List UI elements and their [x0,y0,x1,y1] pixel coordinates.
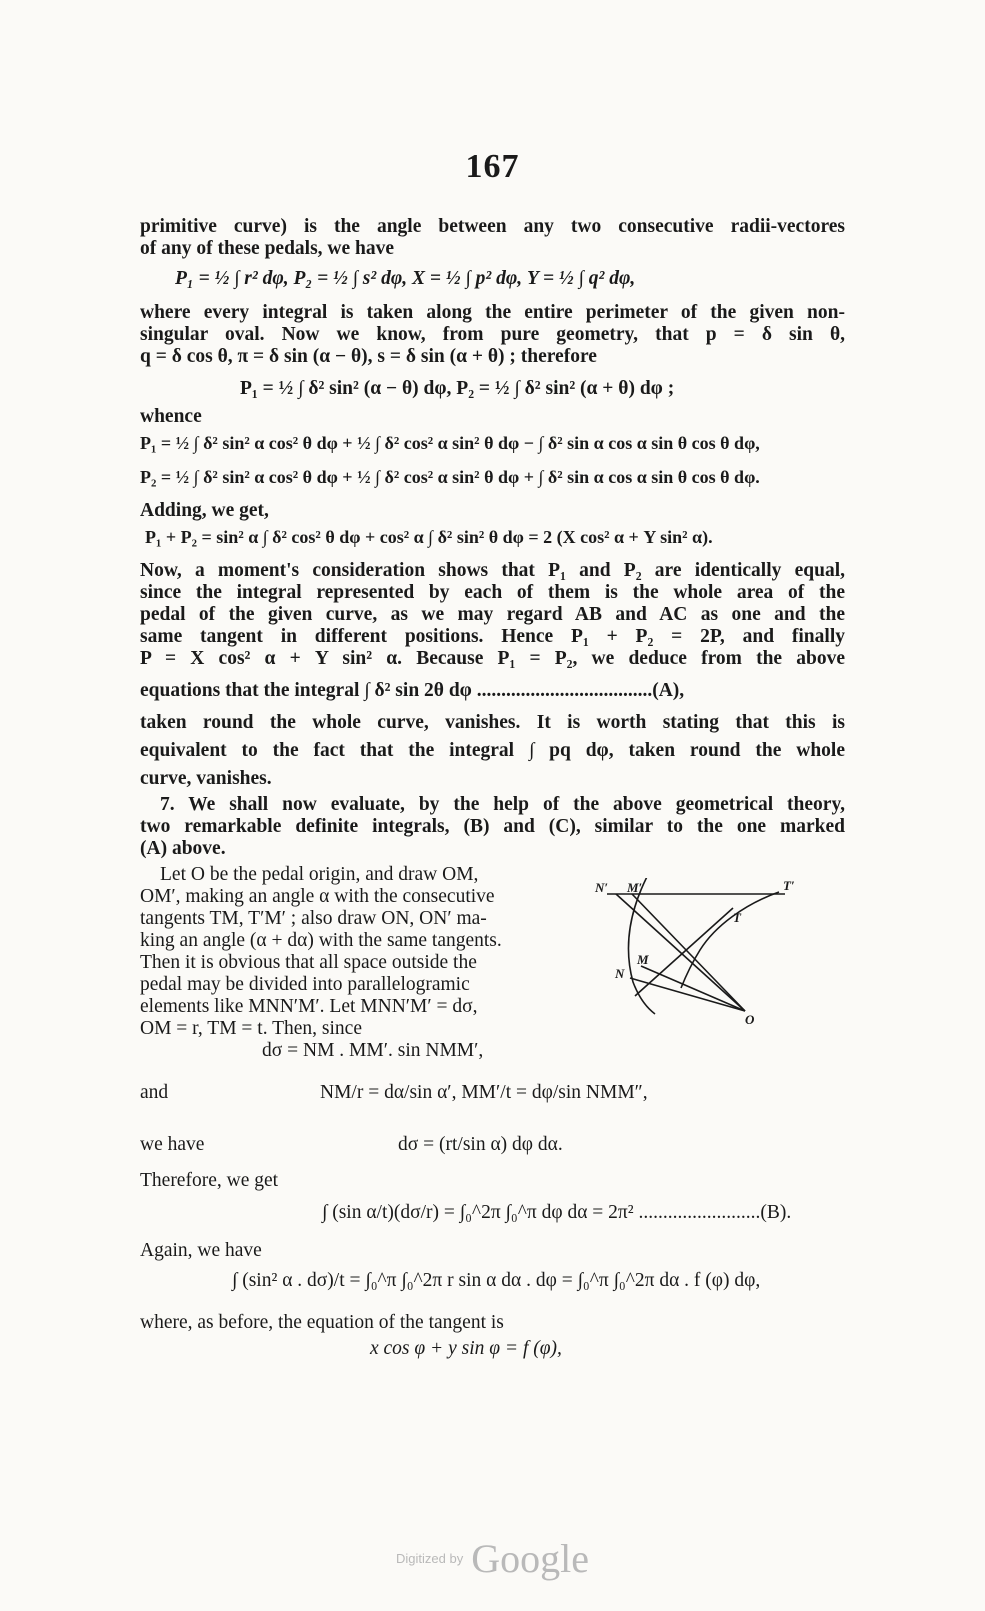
google-logo: Google [471,1536,589,1581]
equation: NM/r = dα/sin α′, MM′/t = dφ/sin NMM″, [320,1082,648,1103]
equation: ∫ (sin² α . dσ)/t = ∫₀^π ∫₀^2π r sin α dα . dφ = ∫₀^π ∫₀^2π dα . f (φ) dφ, [232,1270,761,1291]
figure-label-m: M [637,952,649,967]
text-line: where every integral is taken along the entire perimeter of the given non- [140,302,845,323]
figure-label-n-prime: N′ [595,880,609,895]
figure-lines [605,878,785,1050]
equation: dσ = NM . MM′. sin NMM′, [262,1040,484,1061]
text-line: Let O be the pedal origin, and draw OM, [160,864,479,885]
equation: P₂ = ½ ∫ δ² sin² α cos² θ dφ + ½ ∫ δ² cos² α sin² θ dφ + ∫ δ² sin α cos α sin θ cos θ dφ. [140,467,760,487]
text-line: singular oval. Now we know, from pure geometry, that p = δ sin θ, [140,324,845,345]
digitized-footer [0,1535,985,1582]
equation: P₁ = ½ ∫ r² dφ, P₂ = ½ ∫ s² dφ, X = ½ ∫ p² dφ, Y = ½ ∫ q² dφ, [175,268,636,289]
equation: dσ = (rt/sin α) dφ dα. [398,1134,563,1155]
equation: P₁ = ½ ∫ δ² sin² α cos² θ dφ + ½ ∫ δ² cos² α sin² θ dφ − ∫ δ² sin α cos α sin θ cos θ dφ, [140,433,760,453]
text-line: since the integral represented by each of them is the whole area of the [140,582,845,603]
equation: x cos φ + y sin φ = f (φ), [370,1338,562,1359]
text-line: two remarkable definite integrals, (B) and (C), similar to the one marked [140,816,845,837]
text-line: tangents TM, T′M′ ; also draw ON, ON′ ma- [140,908,487,929]
text-line: where, as before, the equation of the tangent is [140,1312,504,1333]
text-line: taken round the whole curve, vanishes. It is worth stating that this is [140,712,845,733]
digitized-label: Digitized by [396,1551,464,1566]
text-line: Again, we have [140,1240,262,1261]
equation: P₁ + P₂ = sin² α ∫ δ² cos² θ dφ + cos² α ∫ δ² sin² θ dφ = 2 (X cos² α + Y sin² α). [145,527,713,547]
figure-label-m-prime: M′ [627,880,643,895]
text-line: Then it is obvious that all space outside the [140,952,477,973]
text-line: pedal of the given curve, as we may regard AB and AC as one and the [140,604,845,625]
figure-label-o: O [745,1012,755,1027]
geometry-figure [595,878,795,1050]
text-line: Now, a moment's consideration shows that P₁ and P₂ are identically equal, [140,560,845,581]
text-line: pedal may be divided into parallelogramic [140,974,470,995]
text-line: we have [140,1134,205,1155]
text-line: OM′, making an angle α with the consecutive [140,886,495,907]
text-line: OM = r, TM = t. Then, since [140,1018,362,1039]
equation: ∫ (sin α/t)(dσ/r) = ∫₀^2π ∫₀^π dφ dα = 2π² .........................(B). [322,1202,792,1223]
text-line: equations that the integral ∫ δ² sin 2θ dφ ....................................(A), [140,680,685,701]
text-line: whence [140,406,202,427]
text-line: of any of these pedals, we have [140,238,395,259]
text-line: primitive curve) is the angle between any two consecutive radii-vectores [140,216,845,237]
text-line: equivalent to the fact that the integral ∫ pq dφ, taken round the whole [140,740,845,761]
text-line: 7. We shall now evaluate, by the help of the above geometrical theory, [160,794,845,815]
text-line: and [140,1082,169,1103]
text-line: elements like MNN′M′. Let MNN′M′ = dσ, [140,996,478,1017]
text-line: curve, vanishes. [140,768,272,789]
text-line: q = δ cos θ, π = δ sin (α − θ), s = δ sin (α + θ) ; therefore [140,346,597,367]
figure-label-t: T [733,910,741,925]
figure-label-n: N [615,966,625,981]
text-line: P = X cos² α + Y sin² α. Because P₁ = P₂, we deduce from the above [140,648,845,669]
text-line: king an angle (α + dα) with the same tangents. [140,930,502,951]
page-number: 167 [465,148,520,185]
equation: P₁ = ½ ∫ δ² sin² (α − θ) dφ, P₂ = ½ ∫ δ² sin² (α + θ) dφ ; [240,378,675,399]
figure-label-t-prime: T′ [783,878,795,893]
text-line: same tangent in different positions. Hence P₁ + P₂ = 2P, and finally [140,626,845,647]
text-line: Therefore, we get [140,1170,279,1191]
text-line: (A) above. [140,838,226,859]
text-line: Adding, we get, [140,500,269,521]
